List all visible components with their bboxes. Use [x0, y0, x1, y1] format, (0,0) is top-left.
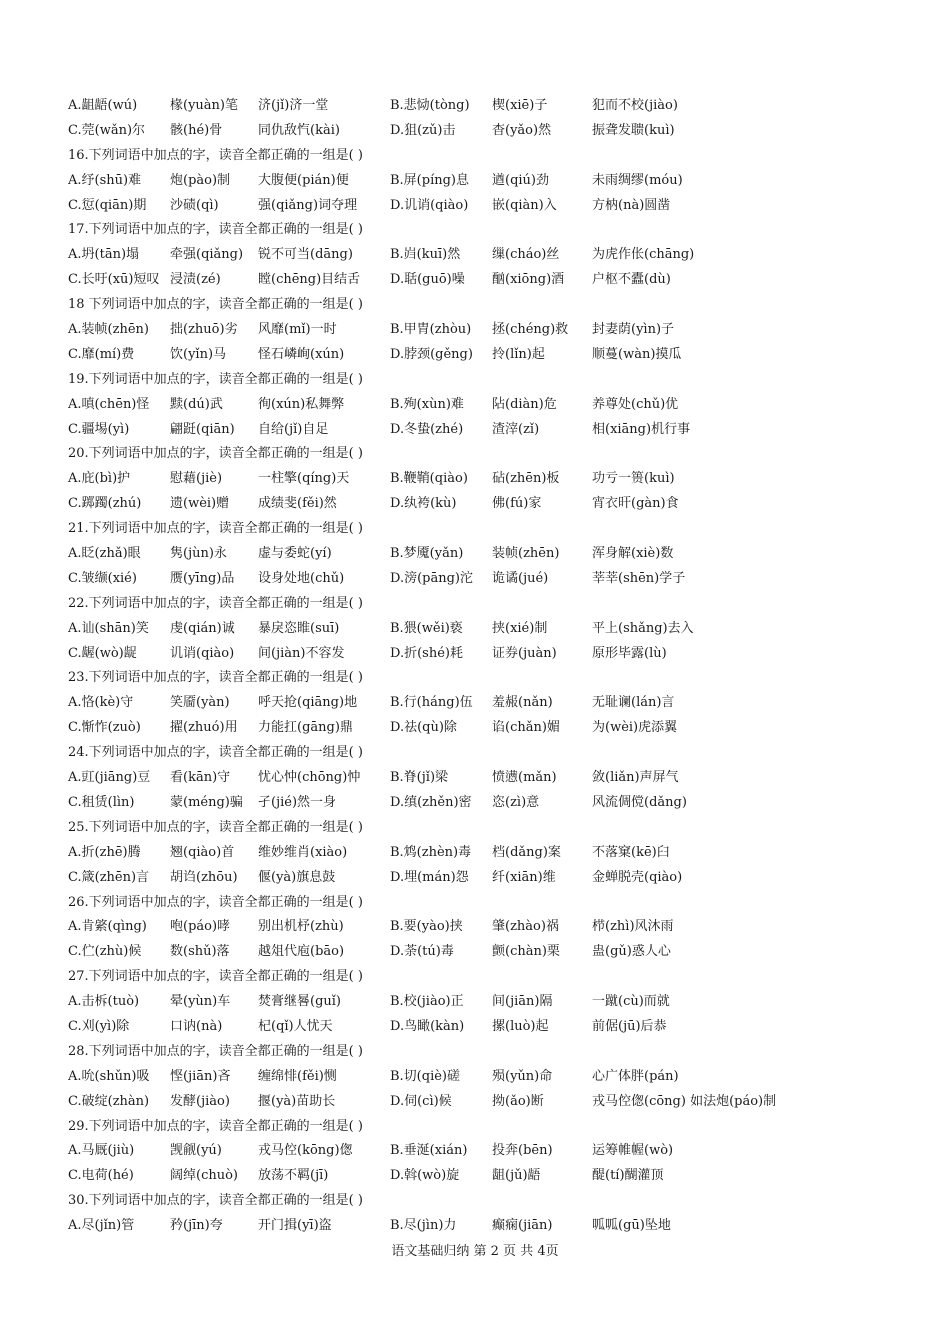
option-term: B.屏(píng)息 — [390, 172, 470, 188]
option-term: C.电荷(hé) — [68, 1168, 134, 1184]
option-term: 宵衣旰(gàn)食 — [592, 496, 679, 512]
option-term: 翘(qiào)首 — [170, 844, 235, 860]
option-term: 谄(chǎn)媚 — [492, 720, 560, 736]
question-stem: 27.下列词语中加点的字，读音全都正确的一组是( ) — [68, 969, 363, 985]
option-term: 浑身解(xiè)数 — [592, 546, 674, 562]
option-term: 胡诌(zhōu) — [170, 869, 238, 885]
option-term: 肇(zhào)祸 — [492, 919, 559, 935]
answer-options-row — [68, 243, 888, 268]
option-term: 自给(jǐ)自足 — [258, 421, 329, 437]
option-term: 设身处地(chǔ) — [258, 570, 345, 586]
option-term: 焚膏继晷(guǐ) — [258, 994, 341, 1010]
question-stem: 26.下列词语中加点的字，读音全都正确的一组是( ) — [68, 894, 363, 910]
answer-options-row — [68, 642, 888, 667]
option-term: 虚与委蛇(yí) — [258, 546, 332, 562]
option-term: 栉(zhì)风沐雨 — [592, 919, 674, 935]
option-term: B.校(jiào)正 — [390, 994, 464, 1010]
option-term: 牵强(qiǎng) — [170, 247, 244, 263]
question-stem: 18 下列词语中加点的字，读音全都正确的一组是( ) — [68, 297, 363, 313]
option-term: 装帧(zhēn) — [492, 546, 560, 562]
option-term: C.靡(mí)费 — [68, 346, 135, 362]
option-term: D.折(shé)耗 — [390, 645, 463, 661]
question-stem: 30.下列词语中加点的字，读音全都正确的一组是( ) — [68, 1193, 363, 1209]
option-term: 功亏一篑(kuì) — [592, 471, 675, 487]
option-term: A.纾(shū)难 — [68, 172, 142, 188]
option-term: 怪石嶙峋(xún) — [258, 346, 345, 362]
option-term: 椽(yuàn)笔 — [170, 98, 238, 113]
option-term: 证券(juàn) — [492, 645, 557, 661]
option-term: 晕(yùn)车 — [170, 994, 231, 1010]
option-term: 遗(wèi)赠 — [170, 496, 230, 512]
option-term: C.愆(qiān)期 — [68, 197, 147, 213]
question-stem: 22.下列词语中加点的字，读音全都正确的一组是( ) — [68, 595, 363, 611]
option-term: 心广体胖(pán) — [592, 1068, 679, 1084]
option-term: 发酵(jiào) — [170, 1093, 230, 1109]
option-term: 杞(qǐ)人忧天 — [258, 1018, 333, 1034]
option-term: D.伺(cì)候 — [390, 1093, 452, 1109]
option-term: B.岿(kuī)然 — [390, 247, 461, 263]
option-term: 封妻荫(yìn)子 — [592, 322, 675, 338]
answer-options-row — [68, 866, 888, 891]
option-term: 楔(xiē)子 — [492, 98, 548, 113]
option-term: 纤(xiān)维 — [492, 869, 556, 885]
question-stem: 29.下列词语中加点的字，读音全都正确的一组是( ) — [68, 1118, 363, 1134]
answer-options-row — [68, 1139, 888, 1164]
option-term: 黩(dú)武 — [170, 396, 223, 412]
option-term: 觊觎(yú) — [170, 1143, 222, 1159]
option-term: 砧(zhēn)板 — [492, 471, 560, 487]
option-term: 孑(jié)然一身 — [258, 794, 337, 810]
option-term: C.龌(wò)龊 — [68, 645, 137, 661]
option-term: D.讥诮(qiào) — [390, 197, 469, 213]
option-term: 诡谲(jué) — [492, 570, 549, 586]
option-term: 大腹便(pián)便 — [258, 172, 349, 188]
option-term: 阔绰(chuò) — [170, 1168, 238, 1184]
answer-options-row — [68, 467, 888, 492]
option-term: 呼天抢(qiāng)地 — [258, 695, 358, 711]
answer-options-row — [68, 1164, 888, 1189]
option-term: 犯而不校(jiào) — [592, 98, 678, 113]
option-term: 阽(diàn)危 — [492, 396, 557, 412]
option-term: D.聒(guō)噪 — [390, 272, 465, 288]
option-term: C.莞(wǎn)尔 — [68, 122, 146, 138]
option-term: 醍(tí)醐灌顶 — [592, 1168, 664, 1184]
option-term: B.殉(xùn)难 — [390, 396, 464, 412]
option-term: 放荡不羁(jī) — [258, 1168, 329, 1184]
option-term: 看(kān)守 — [170, 770, 231, 786]
option-term: 档(dǎng)案 — [492, 844, 561, 860]
option-term: B.切(qiè)磋 — [390, 1068, 461, 1084]
option-term: 沙碛(qì) — [170, 197, 219, 213]
option-term: 别出机杼(zhù) — [258, 919, 344, 935]
answer-options-row — [68, 318, 888, 343]
option-term: 平上(shǎng)去入 — [592, 620, 694, 636]
option-term: 癫痫(jiān) — [492, 1218, 553, 1234]
answer-options-row — [68, 617, 888, 642]
option-term: 渣滓(zǐ) — [492, 421, 540, 437]
option-term: D.狙(zǔ)击 — [390, 122, 456, 138]
option-term: 骸(hé)骨 — [170, 122, 223, 138]
option-term: 户枢不蠹(dù) — [592, 272, 671, 288]
option-term: 咆(páo)哮 — [170, 919, 231, 935]
option-term: D.荼(tú)毒 — [390, 944, 454, 960]
option-term: 振聋发聩(kuì) — [592, 122, 675, 138]
question-stem: 28.下列词语中加点的字，读音全都正确的一组是( ) — [68, 1043, 363, 1059]
option-term: C.皱缬(xié) — [68, 570, 137, 586]
option-term: 顺蔓(wàn)摸瓜 — [592, 346, 682, 362]
option-term: 锐不可当(dāng) — [258, 247, 353, 263]
answer-options-row — [68, 418, 888, 443]
option-term: C.长吁(xū)短叹 — [68, 272, 160, 288]
option-term: 风流倜傥(dǎng) — [592, 794, 687, 810]
question-stem: 25.下列词语中加点的字，读音全都正确的一组是( ) — [68, 819, 363, 835]
answer-options-row — [68, 766, 888, 791]
option-term: 呱呱(gū)坠地 — [592, 1218, 671, 1234]
answer-options-row — [68, 691, 888, 716]
option-term: 未雨绸缪(móu) — [592, 172, 683, 188]
option-term: 矜(jīn)夸 — [170, 1218, 223, 1234]
option-term: 开门揖(yī)盗 — [258, 1218, 332, 1234]
option-term: 维妙维肖(xiào) — [258, 844, 348, 860]
option-term: 为(wèi)虎添翼 — [592, 720, 678, 736]
option-term: A.豇(jiāng)豆 — [68, 770, 151, 786]
document-body — [68, 94, 888, 1239]
option-term: 讥诮(qiào) — [170, 645, 235, 661]
answer-options-row — [68, 94, 888, 119]
option-term: A.龃龉(wú) — [68, 98, 138, 113]
option-term: 揠(yà)苗助长 — [258, 1093, 336, 1109]
option-term: D.滂(pāng)沱 — [390, 570, 474, 586]
option-term: 前倨(jū)后恭 — [592, 1018, 667, 1034]
option-term: 蒙(méng)骗 — [170, 794, 243, 810]
option-term: A.尽(jǐn)管 — [68, 1218, 135, 1234]
option-term: 愤懑(mǎn) — [492, 770, 557, 786]
question-stem: 24.下列词语中加点的字，读音全都正确的一组是( ) — [68, 745, 363, 761]
option-term: A.庇(bì)护 — [68, 471, 131, 487]
option-term: 同仇敌忾(kài) — [258, 122, 340, 138]
option-term: 敛(liǎn)声屏气 — [592, 770, 679, 786]
option-term: 强(qiǎng)词夺理 — [258, 197, 358, 213]
question-stem: 21.下列词语中加点的字，读音全都正确的一组是( ) — [68, 521, 363, 537]
option-term: B.尽(jìn)力 — [390, 1218, 457, 1234]
answer-options-row — [68, 343, 888, 368]
option-term: 济(jǐ)济一堂 — [258, 98, 329, 113]
option-term: C.刈(yì)除 — [68, 1018, 130, 1034]
option-term: A.坍(tān)塌 — [68, 247, 140, 263]
question-stem: 17.下列词语中加点的字，读音全都正确的一组是( ) — [68, 222, 363, 238]
option-term: A.恪(kè)守 — [68, 695, 134, 711]
option-term: 徇(xún)私舞弊 — [258, 396, 345, 412]
option-term: 浸渍(zé) — [170, 272, 221, 288]
option-term: 一蹴(cù)而就 — [592, 994, 670, 1010]
option-term: B.甲胄(zhòu) — [390, 322, 472, 338]
option-term: D.斡(wò)旋 — [390, 1168, 460, 1184]
option-term: C.惭怍(zuò) — [68, 720, 141, 736]
option-term: 数(shǔ)落 — [170, 944, 230, 960]
page-footer: 语文基础归纳 第 2 页 共 4页 — [391, 1244, 559, 1259]
option-term: D.缜(zhěn)密 — [390, 794, 472, 810]
answer-options-row — [68, 791, 888, 816]
option-term: A.击柝(tuò) — [68, 994, 140, 1010]
option-term: A.折(zhē)腾 — [68, 844, 141, 860]
option-term: B.脊(jǐ)梁 — [390, 770, 449, 786]
answer-options-row — [68, 1214, 888, 1239]
option-term: 口讷(nà) — [170, 1018, 223, 1034]
answer-options-row — [68, 194, 888, 219]
option-term: 炮(pào)制 — [170, 172, 231, 188]
option-term: 杳(yǎo)然 — [492, 122, 552, 138]
question-stem: 19.下列词语中加点的字，读音全都正确的一组是( ) — [68, 371, 363, 387]
option-term: B.鸩(zhèn)毒 — [390, 844, 472, 860]
option-term: 不落窠(kē)臼 — [592, 844, 670, 860]
option-term: A.讪(shān)笑 — [68, 620, 149, 636]
option-term: B.要(yào)挟 — [390, 919, 463, 935]
answer-options-row — [68, 990, 888, 1015]
option-term: 间(jiàn)不容发 — [258, 645, 345, 661]
answer-options-row — [68, 169, 888, 194]
answer-options-row — [68, 915, 888, 940]
answer-options-row — [68, 1065, 888, 1090]
option-term: 嵌(qiàn)入 — [492, 197, 557, 213]
option-term: 养尊处(chǔ)优 — [592, 396, 679, 412]
option-term: 拎(lǐn)起 — [492, 346, 545, 362]
answer-options-row — [68, 940, 888, 965]
option-term: 缫(cháo)丝 — [492, 247, 560, 263]
option-term: 风靡(mǐ)一时 — [258, 322, 337, 338]
option-term: 羞赧(nǎn) — [492, 695, 553, 711]
option-term: B.悲恸(tòng) — [390, 98, 470, 113]
option-term: 拙(zhuō)劣 — [170, 322, 238, 338]
option-term: 戎马倥偬(cōng) 如法炮(páo)制 — [592, 1093, 777, 1109]
answer-options-row — [68, 268, 888, 293]
option-term: 原形毕露(lù) — [592, 645, 667, 661]
option-term: 缠绵悱(fěi)恻 — [258, 1068, 337, 1084]
option-term: 莘莘(shēn)学子 — [592, 570, 686, 586]
answer-options-row — [68, 1090, 888, 1115]
option-term: A.吮(shǔn)吸 — [68, 1068, 150, 1084]
answer-options-row — [68, 542, 888, 567]
answer-options-row — [68, 492, 888, 517]
option-term: 投奔(bēn) — [492, 1143, 553, 1159]
option-term: B.梦魇(yǎn) — [390, 546, 464, 562]
option-term: C.租赁(lìn) — [68, 794, 135, 810]
option-term: 忧心忡(chōng)忡 — [258, 770, 361, 786]
option-term: 拗(ǎo)断 — [492, 1093, 544, 1109]
option-term: B.鞭鞘(qiào) — [390, 471, 468, 487]
option-term: 越俎代庖(bāo) — [258, 944, 345, 960]
option-term: 颤(chàn)栗 — [492, 944, 560, 960]
option-term: D.纨袴(kù) — [390, 496, 457, 512]
option-term: 慰藉(jiè) — [170, 471, 223, 487]
answer-options-row — [68, 841, 888, 866]
option-term: D.祛(qù)除 — [390, 720, 457, 736]
option-term: A.嗔(chēn)怪 — [68, 396, 150, 412]
option-term: 一柱擎(qíng)天 — [258, 471, 350, 487]
option-term: 殒(yǔn)命 — [492, 1068, 553, 1084]
answer-options-row — [68, 1015, 888, 1040]
option-term: 虔(qián)诚 — [170, 620, 235, 636]
question-stem: 23.下列词语中加点的字，读音全都正确的一组是( ) — [68, 670, 363, 686]
option-term: 龃(jǔ)龉 — [492, 1168, 541, 1184]
option-term: D.埋(mán)怨 — [390, 869, 469, 885]
answer-options-row — [68, 393, 888, 418]
option-term: 翩跹(qiān) — [170, 421, 235, 437]
option-term: D.鸟瞰(kàn) — [390, 1018, 465, 1034]
option-term: 佛(fú)家 — [492, 496, 542, 512]
option-term: A.装帧(zhēn) — [68, 322, 149, 338]
option-term: 拯(chéng)救 — [492, 322, 569, 338]
option-term: C.踯躅(zhú) — [68, 496, 142, 512]
option-term: 方枘(nà)圆凿 — [592, 197, 671, 213]
option-term: 饮(yǐn)马 — [170, 346, 227, 362]
option-term: C.箴(zhēn)言 — [68, 869, 150, 885]
option-term: C.疆埸(yì) — [68, 421, 130, 437]
question-stem: 16.下列词语中加点的字，读音全都正确的一组是( ) — [68, 147, 363, 163]
option-term: D.脖颈(gěng) — [390, 346, 473, 362]
option-term: A.肯綮(qìng) — [68, 919, 147, 935]
option-term: A.马厩(jiù) — [68, 1143, 135, 1159]
option-term: C.破绽(zhàn) — [68, 1093, 150, 1109]
option-term: 戎马倥(kōng)偬 — [258, 1143, 353, 1159]
option-term: 赝(yīng)品 — [170, 570, 235, 586]
answer-options-row — [68, 567, 888, 592]
option-term: 金蝉脱壳(qiào) — [592, 869, 683, 885]
option-term: 运筹帷幄(wò) — [592, 1143, 674, 1159]
option-term: 瞠(chēng)目结舌 — [258, 272, 361, 288]
option-term: 间(jiān)隔 — [492, 994, 553, 1010]
option-term: B.行(háng)伍 — [390, 695, 473, 711]
option-term: 恣(zì)意 — [492, 794, 540, 810]
option-term: D.冬蛰(zhé) — [390, 421, 464, 437]
option-term: 悭(jiān)吝 — [170, 1068, 231, 1084]
option-term: 无耻谰(lán)言 — [592, 695, 675, 711]
option-term: A.眨(zhǎ)眼 — [68, 546, 141, 562]
option-term: 成绩斐(fěi)然 — [258, 496, 337, 512]
option-term: B.猥(wěi)亵 — [390, 620, 463, 636]
option-term: 笑靥(yàn) — [170, 695, 230, 711]
question-stem: 20.下列词语中加点的字，读音全都正确的一组是( ) — [68, 446, 363, 462]
option-term: 蛊(gǔ)惑人心 — [592, 944, 671, 960]
option-term: B.垂涎(xián) — [390, 1143, 468, 1159]
option-term: 摞(luò)起 — [492, 1018, 549, 1034]
option-term: 为虎作伥(chāng) — [592, 247, 695, 263]
option-term: 挟(xié)制 — [492, 620, 548, 636]
answer-options-row — [68, 716, 888, 741]
option-term: 暴戾恣睢(suī) — [258, 620, 340, 636]
option-term: 遒(qiú)劲 — [492, 172, 549, 188]
option-term: 擢(zhuó)用 — [170, 720, 238, 736]
option-term: 酗(xiōng)酒 — [492, 272, 565, 288]
option-term: 偃(yà)旗息鼓 — [258, 869, 336, 885]
option-term: C.伫(zhù)候 — [68, 944, 142, 960]
option-term: 相(xiāng)机行事 — [592, 421, 691, 437]
answer-options-row — [68, 119, 888, 144]
option-term: 隽(jùn)永 — [170, 546, 227, 562]
option-term: 力能扛(gāng)鼎 — [258, 720, 353, 736]
